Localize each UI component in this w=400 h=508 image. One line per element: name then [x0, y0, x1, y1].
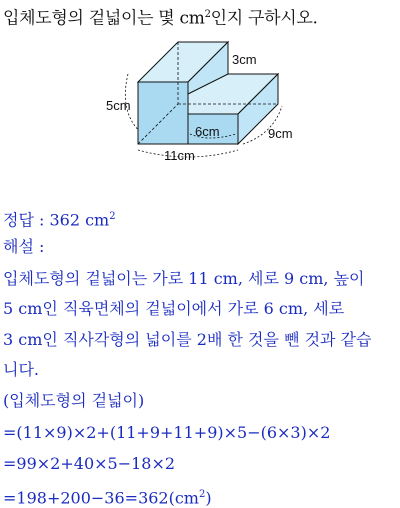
answer-line — [3, 207, 116, 230]
explanation-line-2: 5 cm인 직육면체의 겉넓이에서 가로 6 cm, 세로 — [3, 299, 345, 318]
label-6cm: 6cm — [195, 124, 220, 139]
explanation-label: 해설 : — [3, 237, 45, 256]
formula-line-2: =99×2+40×5−18×2 — [3, 454, 176, 473]
label-9cm: 9cm — [268, 126, 293, 141]
label-3cm: 3cm — [232, 52, 257, 67]
label-11cm: 11cm — [164, 148, 195, 163]
answer-text: 정답 : 362 cm — [3, 210, 110, 230]
final-exponent: 2 — [198, 489, 206, 500]
explanation-line-5: (입체도형의 겉넓이) — [3, 391, 145, 410]
explanation-line-3: 3 cm인 직사각형의 넓이를 2배 한 것을 뺀 것과 같습 — [3, 330, 372, 349]
answer-exponent: 2 — [109, 211, 116, 222]
solid-figure — [98, 34, 318, 164]
label-5cm: 5cm — [106, 98, 131, 113]
final-suffix: ) — [205, 488, 212, 508]
tall-block-front-face — [138, 82, 188, 144]
final-text: =198+200−36=362(cm — [3, 488, 199, 508]
question-main: 입체도형의 겉넓이는 몇 cm — [3, 8, 205, 29]
explanation-line-4: 니다. — [3, 360, 39, 379]
question-tail: 인지 구하시오. — [210, 8, 318, 29]
explanation-line-1: 입체도형의 겉넓이는 가로 11 cm, 세로 9 cm, 높이 — [3, 269, 365, 288]
question-text — [3, 4, 318, 30]
formula-line-3 — [3, 485, 212, 508]
question-exponent: 2 — [204, 9, 211, 20]
formula-line-1: =(11×9)×2+(11+9+11+9)×5−(6×3)×2 — [3, 423, 331, 442]
